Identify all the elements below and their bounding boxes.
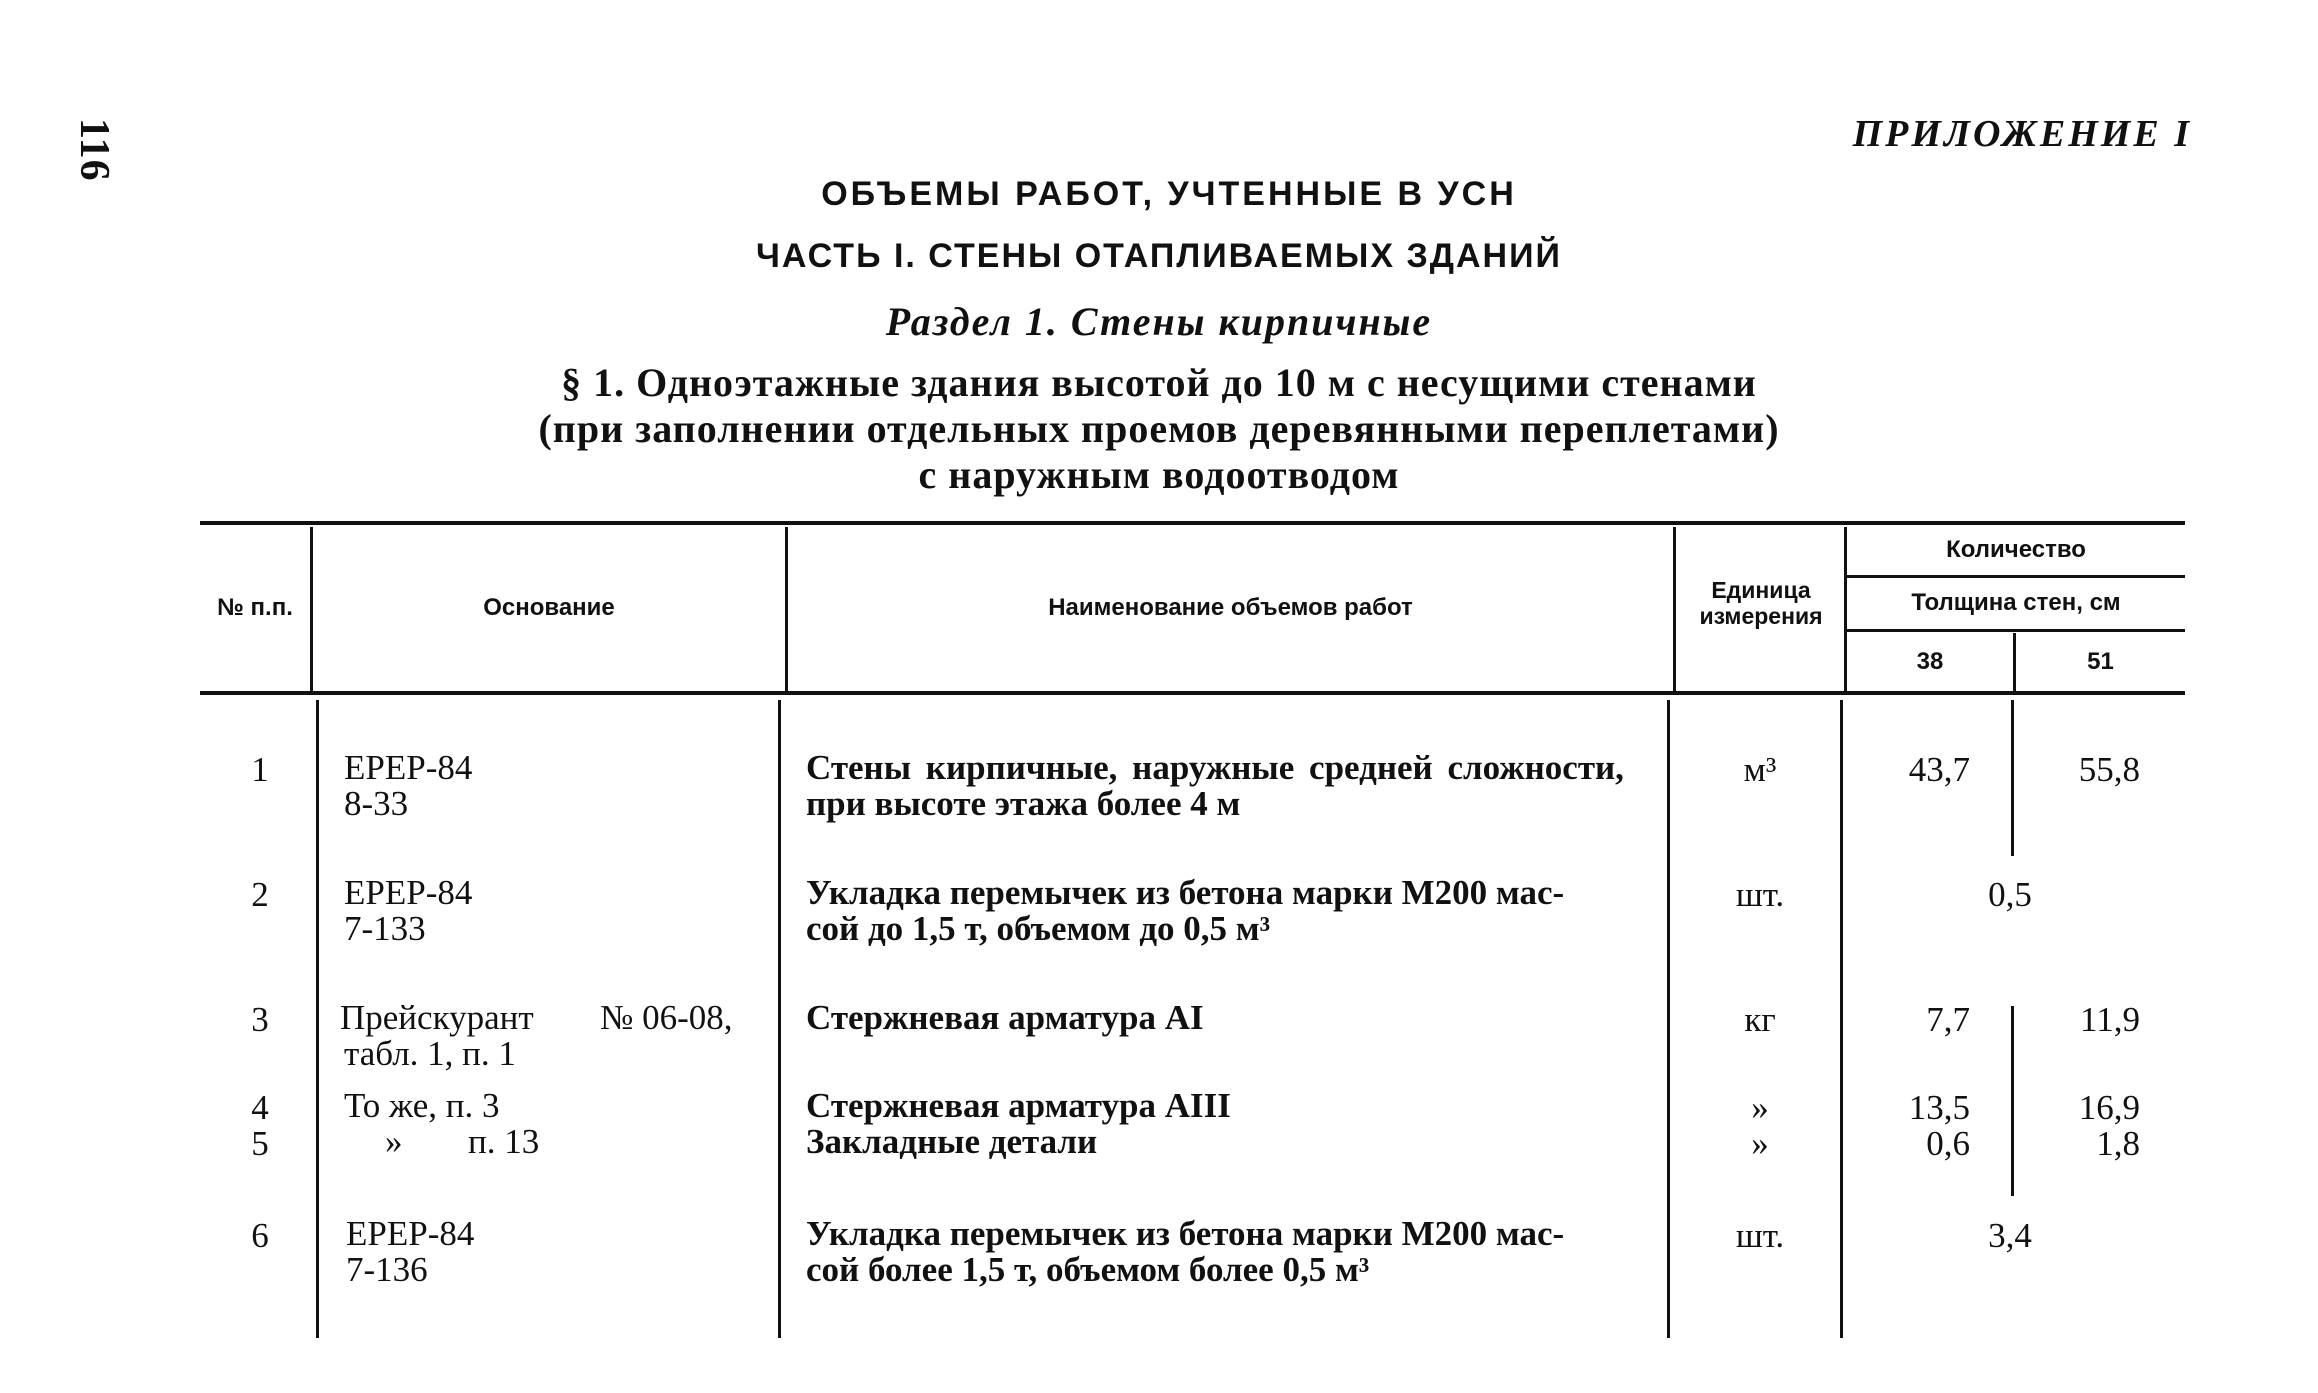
quantity-split [2011, 700, 2014, 856]
qty-38: 0,6 [1926, 1124, 1970, 1163]
header-unit: Единица измерения [1699, 577, 1823, 629]
quantity-sub-rule [1845, 575, 2185, 578]
qty-38: 43,7 [1908, 750, 1970, 789]
qty-51: 16,9 [2078, 1088, 2140, 1127]
page-number: 116 [71, 118, 117, 182]
appendix-label: ПРИЛОЖЕНИЕ I [1852, 113, 2192, 155]
header-thickness: Толщина стен, см [1911, 589, 2121, 616]
qty-38: 7,7 [1926, 1000, 1970, 1039]
unit-value: кг [1744, 1000, 1776, 1039]
unit-value: шт. [1735, 875, 1785, 914]
work-name-line: сой более 1,5 т, объемом более 0,5 м³ [806, 1250, 1370, 1289]
thickness-sub-rule [1845, 629, 2185, 632]
basis-line: п. 13 [468, 1122, 540, 1161]
qty-51: 1,8 [2096, 1124, 2140, 1163]
unit-value: » [1751, 1088, 1769, 1127]
basis-line: табл. 1, п. 1 [344, 1034, 516, 1073]
work-name-line: Стержневая арматура АI [806, 998, 1204, 1037]
header-quantity: Количество [1946, 536, 2086, 563]
table-top-rule [200, 521, 2185, 525]
basis-line: Прейскурант [340, 998, 534, 1037]
basis-line: То же, п. 3 [344, 1086, 500, 1125]
row-number: 6 [251, 1216, 269, 1255]
paragraph-title [0, 360, 2318, 498]
work-name-line: Стены кирпичные, наружные средней сложности, [806, 748, 1624, 787]
body-divider [778, 700, 781, 1338]
row-number: 4 [251, 1088, 269, 1127]
row-number: 2 [251, 875, 269, 914]
quantity-split [2011, 1006, 2014, 1196]
document-title: ОБЪЕМЫ РАБОТ, УЧТЕННЫЕ В УСН [821, 175, 1517, 213]
basis-line: ЕРЕР-84 [344, 873, 473, 912]
work-name-line: Стержневая арматура АIII [806, 1086, 1231, 1125]
header-num: № п.п. [217, 594, 293, 621]
body-divider [316, 700, 319, 1338]
header-col-51: 51 [2087, 648, 2114, 675]
unit-value: шт. [1735, 1216, 1785, 1255]
header-divider [1673, 527, 1676, 691]
header-col-38: 38 [1916, 648, 1944, 675]
qty-51: 11,9 [2080, 1000, 2140, 1039]
basis-line: № 06-08, [600, 998, 733, 1037]
work-name-line: при высоте этажа более 4 м [806, 784, 1241, 823]
row-number: 1 [251, 750, 269, 789]
basis-line: ЕРЕР-84 [346, 1214, 475, 1253]
qty-common: 0,5 [1988, 875, 2032, 914]
qty-38: 13,5 [1908, 1088, 1970, 1127]
header-basis: Основание [483, 594, 615, 621]
work-name-line: сой до 1,5 т, объемом до 0,5 м³ [806, 909, 1271, 948]
paragraph-title-line: § 1. Одноэтажные здания высотой до 10 м с несущими стенами [561, 360, 1757, 405]
row-number: 5 [251, 1124, 269, 1163]
unit-value: » [1751, 1124, 1769, 1163]
table-header-bottom-rule [200, 691, 2185, 695]
header-work-name: Наименование объемов работ [1048, 594, 1413, 621]
row-number: 3 [251, 1000, 269, 1039]
unit-value: м³ [1743, 750, 1777, 789]
work-name-line: Укладка перемычек из бетона марки М200 мас- [806, 1214, 1565, 1253]
qty-common: 3,4 [1988, 1216, 2032, 1255]
paragraph-title-line: (при заполнении отдельных проемов деревянными переплетами) [538, 406, 1780, 451]
paragraph-title-line: с наружным водоотводом [918, 452, 1400, 497]
qty-51: 55,8 [2078, 750, 2140, 789]
basis-line: 8-33 [344, 784, 409, 823]
basis-line: » [385, 1122, 403, 1161]
section-title: Раздел 1. Стены кирпичные [885, 299, 1433, 344]
basis-line: 7-136 [346, 1250, 428, 1289]
basis-line: ЕРЕР-84 [344, 748, 473, 787]
basis-line: 7-133 [344, 909, 426, 948]
work-name-line: Укладка перемычек из бетона марки М200 мас- [806, 873, 1565, 912]
work-name-line: Закладные детали [806, 1122, 1098, 1161]
part-title: ЧАСТЬ I. СТЕНЫ ОТАПЛИВАЕМЫХ ЗДАНИЙ [756, 237, 1562, 275]
